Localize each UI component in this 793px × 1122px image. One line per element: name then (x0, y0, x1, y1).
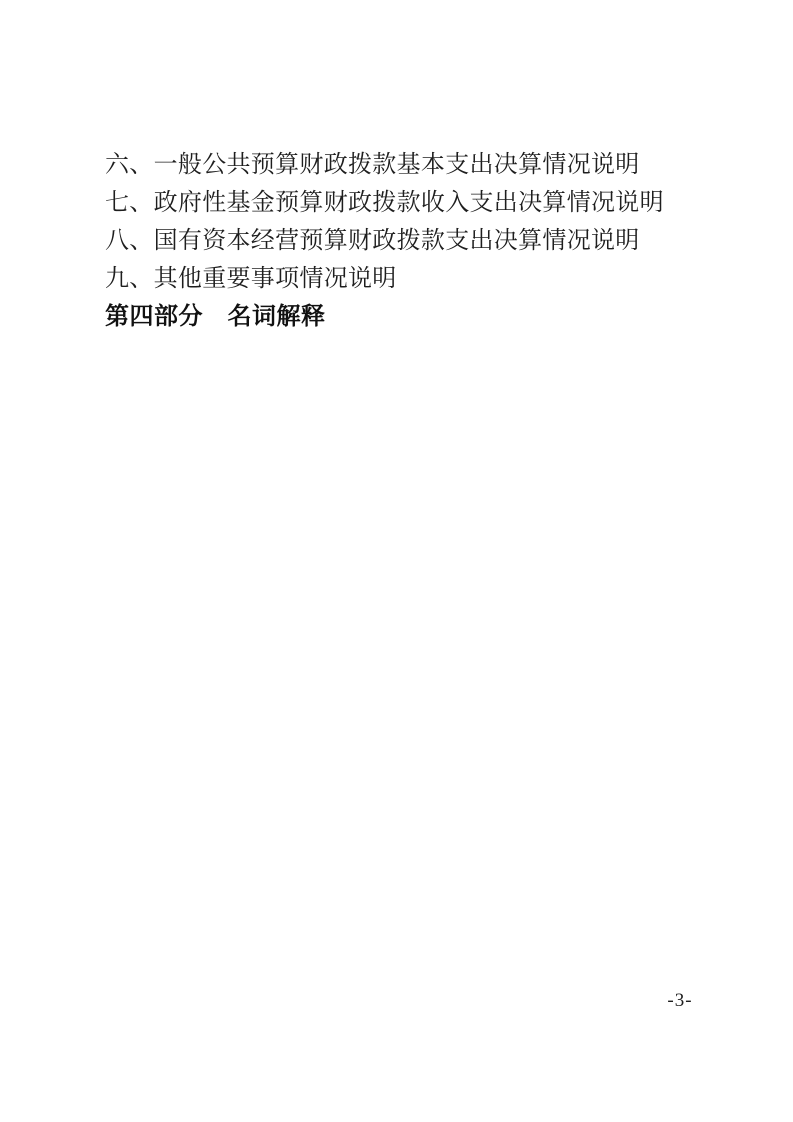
toc-item-8: 八、国有资本经营预算财政拨款支出决算情况说明 (105, 228, 640, 254)
section-heading: 第四部分 名词解释 (105, 303, 326, 330)
toc-item-9: 九、其他重要事项情况说明 (105, 266, 397, 292)
toc-block (105, 146, 705, 336)
page-number: -3- (667, 990, 693, 1011)
toc-item-7: 七、政府性基金预算财政拨款收入支出决算情况说明 (105, 190, 664, 216)
toc-item-6: 六、一般公共预算财政拨款基本支出决算情况说明 (105, 152, 640, 178)
